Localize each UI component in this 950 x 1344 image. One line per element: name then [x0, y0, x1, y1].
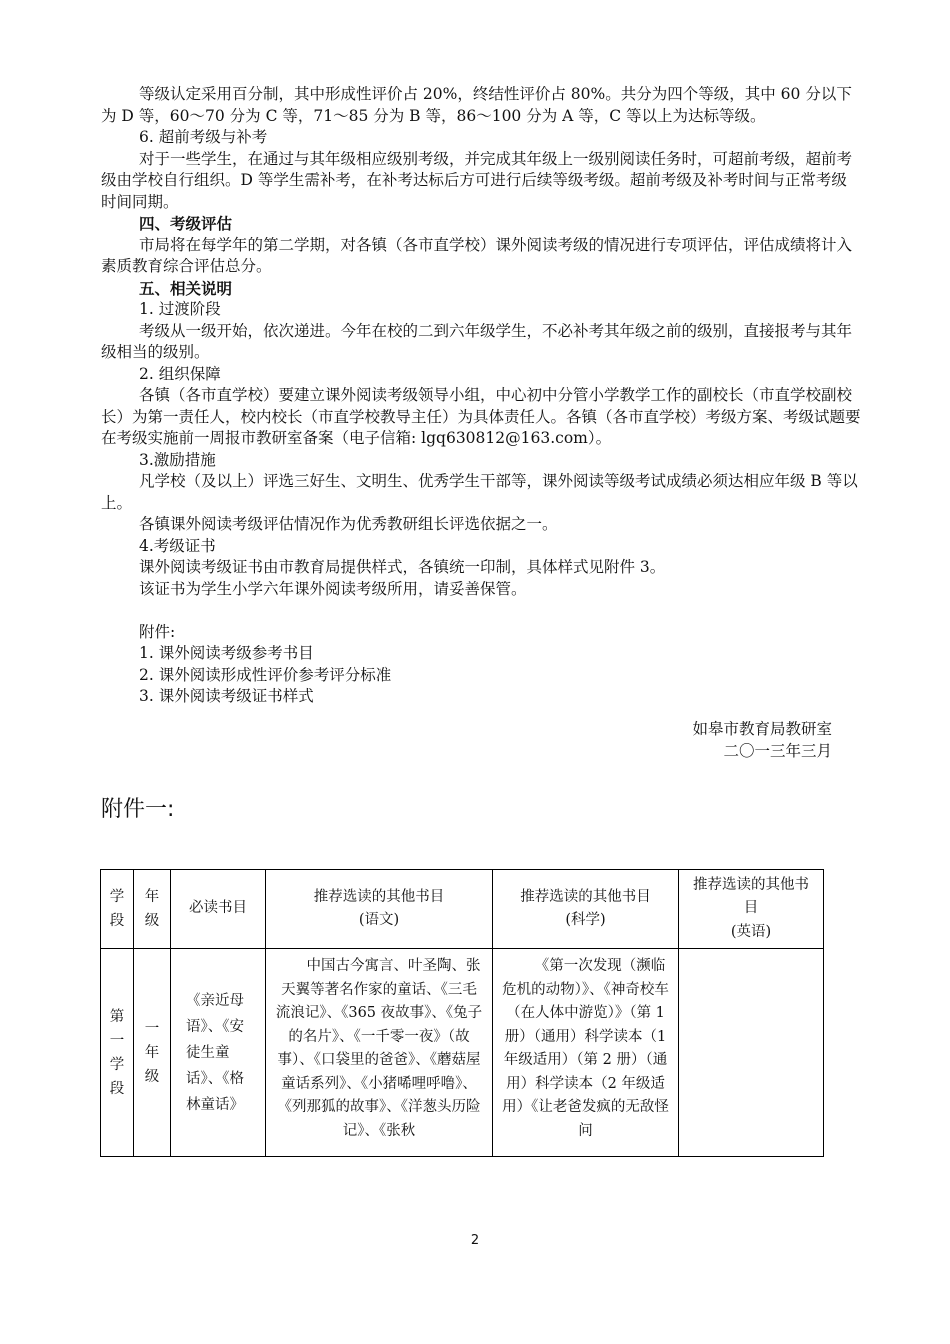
section-heading-evaluation: 四、考级评估: [139, 214, 233, 233]
heading-transition: 1. 过渡阶段: [139, 300, 221, 318]
cell-english: [679, 949, 824, 1157]
cell-science: 《第一次发现（濒临危机的动物）》、《神奇校车（在人体中游览）》（第 1 册）（通用）科学读本（1 年级适用）（第 2 册）（通用）科学读本（2 年级适用）《让老爸发疯的无敌怪问: [493, 949, 679, 1157]
paragraph-organization: 各镇（各市直学校）要建立课外阅读考级领导小组，中心初中分管小学教学工作的副校长（市直学校副校长）为第一责任人，校内校长（市直学校教导主任）为具体责任人。各镇（各市直学校）考级方案、考级试题要在考级实施前一周报市教研室备案（电子信箱: lgq630812@163.com）。: [101, 386, 861, 447]
cell-grade: 一年级: [134, 949, 171, 1157]
paragraph-advance-exam: 对于一些学生，在通过与其年级相应级别考级，并完成其年级上一级别阅读任务时，可超前考级，超前考级由学校自行组织。D 等学生需补考，在补考达标后方可进行后续等级考级。超前考级及补考时间与正常考级时间同期。: [101, 149, 853, 211]
body-text: [101, 84, 861, 708]
paragraph-incentives-2: 各镇课外阅读考级评估情况作为优秀教研组长评选依据之一。: [139, 515, 558, 533]
attachment-item: 2. 课外阅读形成性评价参考评分标准: [139, 665, 392, 684]
paragraph-certificate: 课外阅读考级证书由市教育局提供样式，各镇统一印制，具体样式见附件 3。: [139, 558, 666, 576]
table-row: [101, 949, 824, 1157]
attachment-item: 3. 课外阅读考级证书样式: [139, 687, 314, 705]
paragraph-transition: 考级从一级开始，依次递进。今年在校的二到六年级学生，不必补考其年级之前的级别，直接报考与其年级相当的级别。: [101, 321, 853, 361]
signature-date: 二〇一三年三月: [723, 742, 832, 760]
paragraph-evaluation: 市局将在每学年的第二学期，对各镇（各市直学校）课外阅读考级的情况进行专项评估，评估成绩将计入素质教育综合评估总分。: [101, 235, 853, 275]
paragraph-incentives: 凡学校（及以上）评选三好生、文明生、优秀学生干部等，课外阅读等级考试成绩必须达相应年级 B 等以上。: [101, 472, 858, 512]
section-heading-notes: 五、相关说明: [139, 278, 233, 298]
cell-stage: 第一学段: [101, 949, 134, 1157]
header-science: 推荐选读的其他书目 (科学): [493, 870, 679, 949]
signature-org: 如皋市教育局教研室: [692, 720, 832, 738]
paragraph-certificate-2: 该证书为学生小学六年课外阅读考级所用，请妥善保管。: [139, 579, 527, 598]
heading-certificate: 4.考级证书: [139, 536, 216, 555]
appendix-title: 附件一:: [101, 797, 175, 822]
heading-advance-exam: 6. 超前考级与补考: [139, 128, 268, 146]
table-header-row: [101, 870, 824, 949]
page-number: 2: [470, 1233, 480, 1248]
heading-organization: 2. 组织保障: [139, 364, 221, 383]
header-english: 推荐选读的其他书目 (英语): [679, 870, 824, 949]
cell-chinese: 中国古今寓言、叶圣陶、张天翼等著名作家的童话、《三毛流浪记》、《365 夜故事》、《兔子的名片》、《一千零一夜》（故事）、《口袋里的爸爸》、《蘑菇屋童话系列》、《小猪唏哩呼噜》、《列那狐的故事》、《洋葱头历险记》、《张秋: [266, 949, 493, 1157]
header-stage: 学段: [101, 870, 134, 949]
cell-required: 《亲近母语》、《安徒生童话》、《格林童话》: [171, 949, 266, 1157]
signature-block: [692, 718, 832, 762]
book-list-table: [100, 869, 824, 1157]
attachments-label: 附件:: [139, 622, 176, 641]
paragraph-grading: 等级认定采用百分制，其中形成性评价占 20%，终结性评价占 80%。共分为四个等级，其中 60 分以下为 D 等，60～70 分为 C 等，71～85 分为 B 等，86～100 分为 A 等，C 等以上为达标等级。: [101, 85, 852, 125]
heading-incentives: 3.激励措施: [139, 450, 216, 469]
header-chinese: 推荐选读的其他书目 (语文): [266, 870, 493, 949]
header-required: 必读书目: [171, 870, 266, 949]
attachment-item: 1. 课外阅读考级参考书目: [139, 644, 314, 662]
header-grade: 年级: [134, 870, 171, 949]
